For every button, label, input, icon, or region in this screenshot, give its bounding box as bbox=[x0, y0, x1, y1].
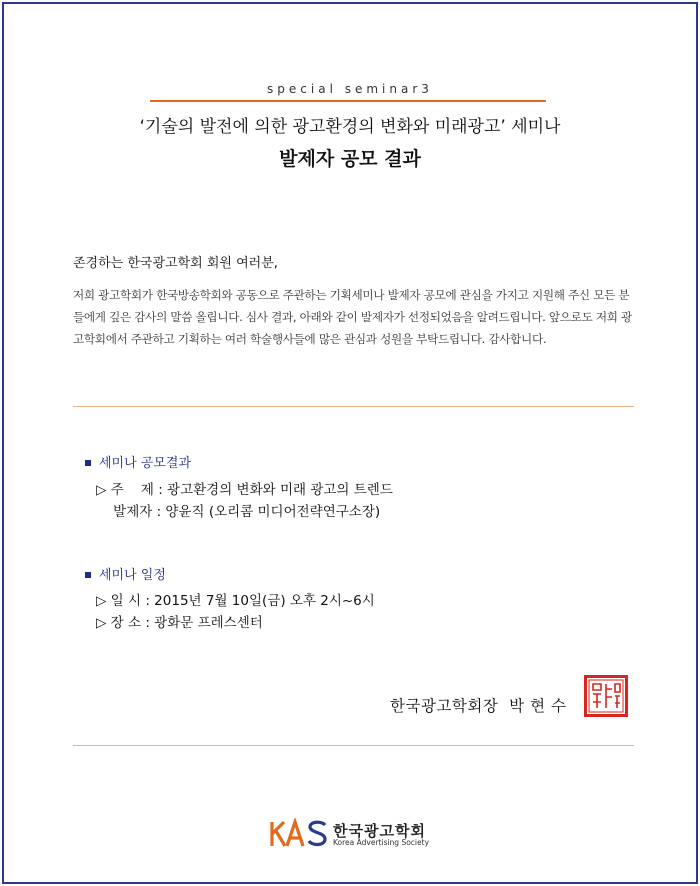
letter-paragraph: 저희 광고학회가 한국방송학회와 공동으로 주관하는 기획세미나 발제자 공모에 관심을 가지고 지원해 주신 모든 분들에게 깊은 감사의 말씀 올립니다. 심사 결과, 아래와 같이 발제자가 선정되었음을 알려드립니다. 앞으로도 저희 광고학회에서 주관하고 기획하는 여러 학술행사들에 많은 관심과 성원을 부탁드립니다. 감사합니다. bbox=[73, 288, 632, 346]
result-presenter: 발제자 : 양윤직 (오리콤 미디어전략연구소장) bbox=[96, 504, 381, 520]
org-name-en: Korea Advertising Society bbox=[333, 838, 430, 847]
kicker-text: special seminar bbox=[267, 82, 422, 96]
header-rule bbox=[150, 100, 546, 102]
official-seal-icon bbox=[584, 675, 628, 717]
greeting: 존경하는 한국광고학회 회원 여러분, bbox=[73, 256, 278, 271]
result-topic: ▷ 주 제 : 광고환경의 변화와 미래 광고의 트렌드 bbox=[96, 482, 393, 498]
seminar-kicker bbox=[0, 78, 700, 97]
square-bullet-icon bbox=[85, 460, 91, 466]
divider-top bbox=[73, 406, 634, 407]
title-line-1: ‘기술의 발전에 의한 광고환경의 변화와 미래광고’ 세미나 bbox=[139, 117, 561, 137]
square-bullet-icon bbox=[85, 572, 91, 578]
title-line-2: 발제자 공모 결과 bbox=[279, 148, 421, 170]
schedule-venue: ▷ 장 소 : 광화문 프레스센터 bbox=[96, 615, 263, 631]
section-heading-schedule-label: 세미나 일정 bbox=[99, 568, 166, 583]
section-heading-results bbox=[85, 452, 191, 471]
kicker-number: 3 bbox=[421, 82, 433, 96]
signature: 한국광고학회장 박 현 수 bbox=[390, 697, 567, 715]
section-heading-results-label: 세미나 공모결과 bbox=[99, 456, 192, 471]
org-name-ko: 한국광고학회 bbox=[333, 822, 426, 840]
section-heading-schedule bbox=[85, 564, 166, 583]
schedule-date: ▷ 일 시 : 2015년 7월 10일(금) 오후 2시~6시 bbox=[96, 593, 375, 609]
divider-bottom bbox=[73, 745, 634, 746]
